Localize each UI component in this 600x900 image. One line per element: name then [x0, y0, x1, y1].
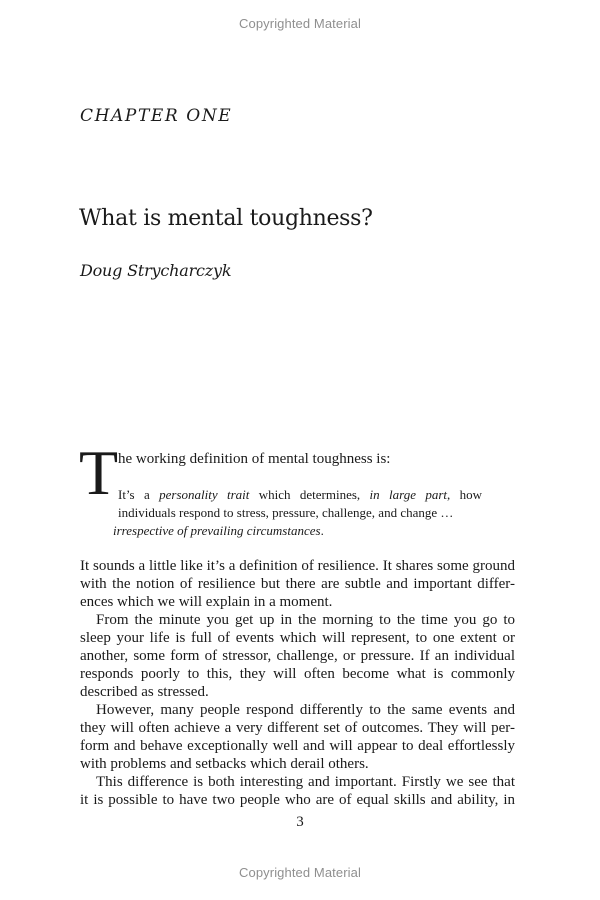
chapter-title: What is mental toughness?	[79, 206, 373, 231]
text-line: it is possible to have two people who are of equal skills and ability, in	[80, 792, 515, 808]
text-line: form and behave exceptionally well and will appear to deal effortlessly	[80, 738, 515, 754]
watermark-top: Copyrighted Material	[239, 16, 361, 31]
text-line: ences which we will explain in a moment.	[80, 594, 333, 610]
text-line: with the notion of resilience but there are subtle and important differ-	[80, 576, 515, 592]
chapter-label: CHAPTER ONE	[80, 106, 233, 126]
quote-line-3: irrespective of prevailing circumstances.	[113, 523, 324, 538]
quote-line-1: It’s a personality trait which determines, in large part, how	[118, 487, 483, 502]
paragraph-1	[80, 557, 515, 611]
text-line: It sounds a little like it’s a definition of resilience. It shares some ground	[80, 558, 515, 574]
text-line: with problems and setbacks which derail others.	[80, 756, 369, 772]
watermark-bottom: Copyrighted Material	[239, 865, 361, 880]
paragraph-4	[80, 773, 515, 809]
text-line: responds poorly to this, they will often become what is commonly	[80, 666, 515, 682]
text-line: From the minute you get up in the morning to the time you go to	[96, 612, 515, 628]
paragraph-3	[80, 701, 515, 773]
definition-quote	[113, 486, 483, 540]
author-name: Doug Strycharczyk	[80, 261, 232, 280]
text-line: However, many people respond differently to the same events and	[96, 702, 515, 718]
page-number: 3	[296, 814, 304, 830]
text-line: another, some form of stressor, challenge, or pressure. If an individual	[80, 648, 515, 664]
body-text	[80, 557, 515, 809]
text-line: This difference is both interesting and important. Firstly we see that	[96, 774, 515, 790]
opening-line: he working definition of mental toughness is:	[118, 451, 391, 467]
quote-line-2: individuals respond to stress, pressure, challenge, and change …	[118, 505, 454, 520]
paragraph-2	[80, 611, 515, 701]
text-line: they will often achieve a very different set of outcomes. They will per-	[80, 720, 515, 736]
drop-cap: T	[79, 437, 119, 508]
text-line: described as stressed.	[80, 684, 209, 700]
text-line: sleep your life is full of events which will represent, to one extent or	[80, 630, 515, 646]
